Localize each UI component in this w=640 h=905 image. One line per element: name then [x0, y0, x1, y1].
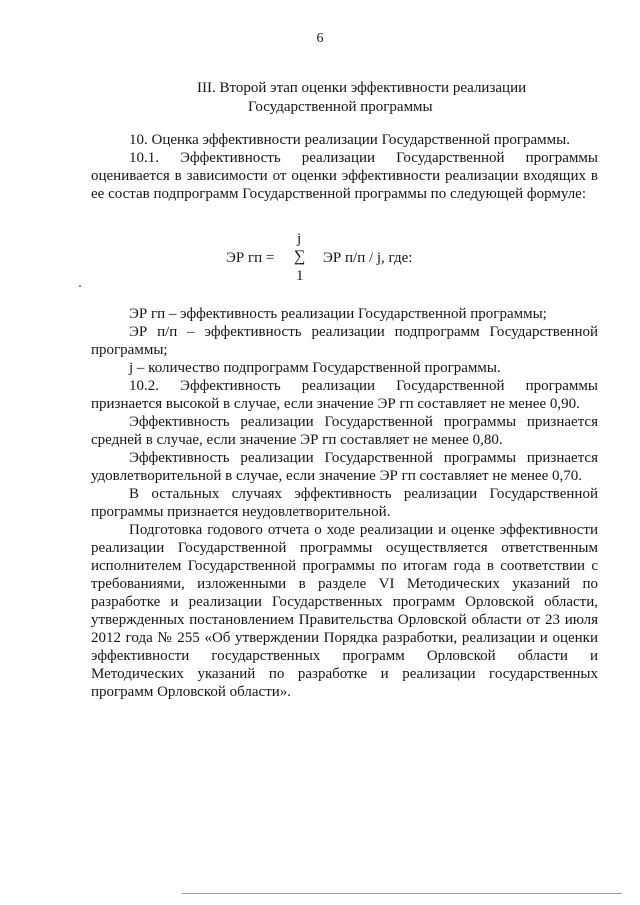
- paragraph-10-1: 10.1. Эффективность реализации Государственной программы оценивается в зависимости от оценки эффективности реализации входящих в ее состав подпрограмм Государственной программы по следующей формуле:: [91, 150, 598, 202]
- formula-rhs: ЭР п/п / j, где:: [323, 250, 413, 266]
- section-heading-line-2: Государственной программы: [248, 99, 433, 115]
- paragraph-satisfactory: Эффективность реализации Государственной программы признается удовлетворительной в случае, если значение ЭР гп составляет не менее 0,70.: [91, 450, 598, 484]
- formula-lhs: ЭР гп =: [226, 250, 275, 266]
- paragraph-10: 10. Оценка эффективности реализации Государственной программы.: [129, 132, 570, 148]
- sum-symbol: ∑: [294, 248, 306, 265]
- sum-upper-limit: j: [297, 231, 302, 247]
- definition-er-gp: ЭР гп – эффективность реализации Государственной программы;: [129, 306, 547, 322]
- scan-edge-line: [182, 893, 622, 894]
- section-heading-line-1: III. Второй этап оценки эффективности реализации: [197, 80, 527, 96]
- scan-mark: [79, 285, 81, 287]
- definition-j: j – количество подпрограмм Государственной программы.: [129, 360, 501, 376]
- paragraph-annual-report: Подготовка годового отчета о ходе реализации и оценке эффективности реализации Государственной программы осуществляется ответственным исполнителем Государственной программы по итогам года в соответствии с требованиями, изложенными в разделе VI Методических указаний по разработке и реализации Государственных программ Орловской области, утвержденных постановлением Правительства Орловской области от 23 июля 2012 года № 255 «Об утверждении Порядка разработки, реализации и оценки эффективности государственных программ Орловской области и Методических указаний по разработке и реализации государственных программ Орловской области».: [91, 522, 598, 700]
- definition-er-pp: ЭР п/п – эффективность реализации подпрограмм Государственной программы;: [91, 324, 598, 358]
- paragraph-unsatisfactory: В остальных случаях эффективность реализации Государственной программы признается неудовлетворительной.: [91, 486, 598, 520]
- sum-lower-limit: 1: [296, 268, 304, 284]
- page-number: 6: [316, 31, 324, 46]
- paragraph-10-2: 10.2. Эффективность реализации Государственной программы признается высокой в случае, если значение ЭР гп составляет не менее 0,90.: [91, 378, 598, 412]
- paragraph-medium: Эффективность реализации Государственной программы признается средней в случае, если значение ЭР гп составляет не менее 0,80.: [91, 414, 598, 448]
